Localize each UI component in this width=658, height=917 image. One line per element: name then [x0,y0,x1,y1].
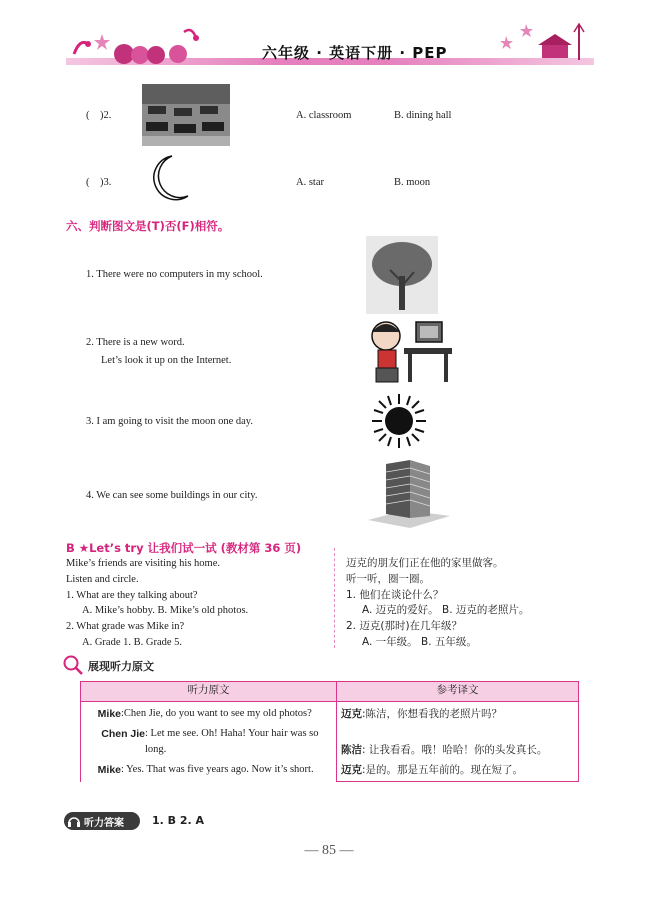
transcript-table [80,681,579,782]
transcript-zh-cell [337,702,579,782]
b-zh-line-4: A. 迈克的爱好。 B. 迈克的老照片。 [362,604,530,617]
zh-line-2: 陈洁 : 让我看看。哦！哈哈！你的头发真长。 [341,744,548,756]
b-en-line-6: A. Grade 1. B. Grade 5. [82,636,183,648]
section-6-title: 六、判断图文是(T)否(F)相符。 [66,219,230,233]
decoration-house-icon [496,18,594,66]
decoration-flowers-icon [66,24,206,66]
dining-hall-photo [142,84,230,146]
building-icon [366,458,452,528]
answer-badge [64,812,140,830]
transcript-heading: 展现听力原文 [88,660,154,673]
en-line-2: Chen Jie : Let me see. Oh! Haha! Your hair was so long. [101,728,319,755]
tree-icon [366,236,438,314]
col-header-translation: 参考译文 [337,682,579,702]
question-3-option-b: B. moon [394,177,431,188]
answer-text: 1. B 2. A [152,814,205,827]
transcript-en-cell [81,702,337,782]
statement-2-text: 2. There is a new word. [86,337,185,348]
b-en-line-5: 2. What grade was Mike in? [66,621,185,633]
table-header-row [81,682,579,702]
zh-line-1: 迈克 :陈洁，你想看我的老照片吗？ [341,708,503,720]
section-b-title: B ★Let’s try 让我们试一试 (教材第 36 页) [66,541,302,555]
question-2-option-b: B. dining hall [394,110,452,121]
girl-computer-icon [368,316,454,386]
b-zh-line-6: A. 一年级。 B. 五年级。 [362,635,477,648]
header-title: 六年级 · 英语下册 · PEP [262,44,448,62]
question-2-option-a: A. classroom [296,110,352,121]
statement-4-text: 4. We can see some buildings in our city. [86,490,258,501]
b-en-line-3: 1. What are they talking about? [66,589,198,601]
moon-icon [142,152,194,204]
b-zh-line-3: 1. 他们在谈论什么？ [346,588,444,601]
page-header [66,18,594,84]
statement-2-text-line2: Let’s look it up on the Internet. [101,355,232,366]
b-zh-line-5: 2. 迈克(那时)在几年级？ [346,620,463,633]
statement-3-text: 3. I am going to visit the moon one day. [86,416,254,427]
statement-1-text: 1. There were no computers in my school. [86,269,263,280]
b-zh-line-2: 听一听，圈一圈。 [346,572,430,585]
sun-icon [370,392,428,450]
question-2-paren: ( )2. [86,110,112,121]
question-3-option-a: A. star [296,177,324,188]
b-en-line-2: Listen and circle. [66,573,139,585]
page-number: — 85 — [304,843,354,858]
section-b-chinese [346,556,596,651]
statement-3 [86,413,253,431]
b-en-line-4: A. Mike’s hobby. B. Mike’s old photos. [82,605,249,617]
en-line-3: Mike : Yes. That was five years ago. Now it’s short. [97,764,314,776]
answer-badge-label: 听力答案 [84,818,124,829]
statement-2 [86,334,231,370]
statement-4 [86,487,258,505]
table-row [81,702,579,782]
en-line-1: Mike :Chen Jie, do you want to see my old photos? [97,708,312,720]
zh-line-3: 迈克 :是的。那是五年前的。现在短了。 [341,764,524,776]
b-en-line-1: Mike’s friends are visiting his home. [66,558,220,569]
section-b-english [66,556,328,651]
magnifier-icon [62,654,84,676]
col-header-transcript: 听力原文 [81,682,337,702]
headphones-icon [66,813,82,829]
b-zh-line-1: 迈克的朋友们正在他的家里做客。 [346,557,504,569]
question-3-paren: ( )3. [86,177,112,188]
statement-1 [86,266,263,284]
section-b-divider [334,548,335,648]
